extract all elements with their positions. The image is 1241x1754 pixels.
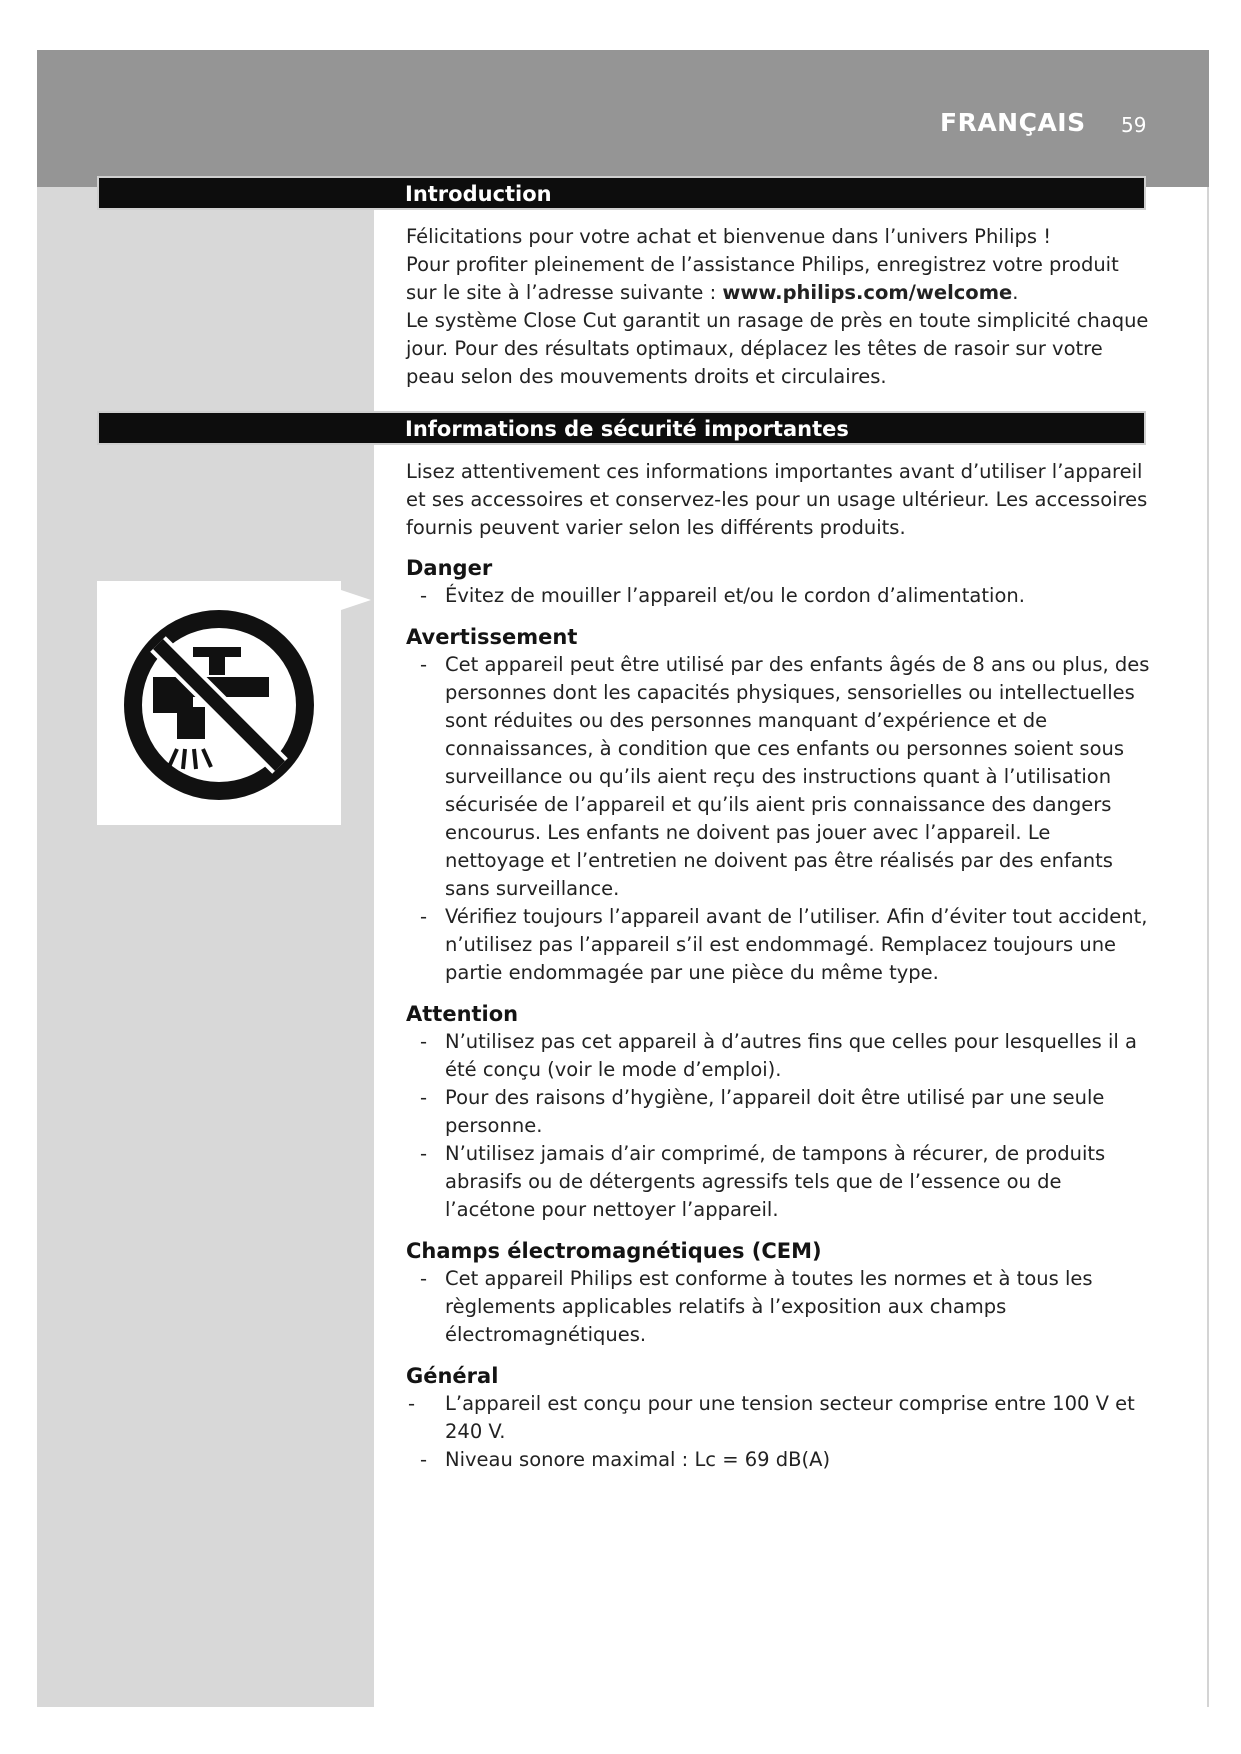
section-title: Informations de sécurité importantes (405, 417, 849, 441)
emf-list (406, 1265, 1154, 1349)
emf-heading: Champs électromagnétiques (CEM) (406, 1239, 822, 1263)
list-item: - N’utilisez jamais d’air comprimé, de tampons à récurer, de produits abrasifs ou de détergents agressifs tels que de l’essence ou de l’acétone pour nettoyer l’appareil. (406, 1140, 1154, 1224)
list-item: - Niveau sonore maximal : Lc = 69 dB(A) (406, 1446, 1154, 1474)
list-item: - Cet appareil peut être utilisé par des enfants âgés de 8 ans ou plus, des personnes dont les capacités physiques, sensorielles ou intellectuelles sont réduites ou des personnes manquant d’expérience et de connaissances, à condition que ces enfants ou personnes soient sous surveillance ou qu’ils aient reçu des instructions quant à l’utilisation sécurisée de l’appareil et qu’ils aient pris connaissance des dangers encourus. Les enfants ne doivent pas jouer avec l’appareil. Le nettoyage et l’entretien ne doivent pas être réalisés par des enfants sans surveillance. (406, 651, 1154, 903)
icon-pointer (341, 590, 371, 610)
list-item: - Vérifiez toujours l’appareil avant de l’utiliser. Afin d’éviter tout accident, n’utilisez pas l’appareil s’il est endommagé. Remplacez toujours une partie endommagée par une pièce du même type. (406, 903, 1154, 987)
section-bar-introduction (97, 176, 1146, 210)
welcome-text: Félicitations pour votre achat et bienvenue dans l’univers Philips ! (406, 225, 1052, 248)
caution-list (406, 1028, 1154, 1224)
warning-heading: Avertissement (406, 625, 578, 649)
safety-body (406, 458, 1154, 1474)
general-heading: Général (406, 1364, 499, 1388)
list-item: - Pour des raisons d’hygiène, l’appareil doit être utilisé par une seule personne. (406, 1084, 1154, 1140)
safety-icon-panel (97, 581, 341, 825)
register-text: Pour profiter pleinement de l’assistance Philips, enregistrez votre produit sur le site à l’adresse suivante : www.philips.com/welcome. (406, 253, 1119, 304)
safety-intro: Lisez attentivement ces informations importantes avant d’utiliser l’appareil et ses accessoires et conservez-les pour un usage ultérieur. Les accessoires fournis peuvent varier selon les différents produits. (406, 460, 1148, 539)
general-list (406, 1390, 1154, 1474)
section-title: Introduction (405, 182, 552, 206)
list-item: - L’appareil est conçu pour une tension secteur comprise entre 100 V et 240 V. (406, 1390, 1154, 1446)
warning-list (406, 651, 1154, 987)
system-text: Le système Close Cut garantit un rasage de près en toute simplicité chaque jour. Pour des résultats optimaux, déplacez les têtes de rasoir sur votre peau selon des mouvements droits et circulaires. (406, 309, 1149, 388)
list-item: - Cet appareil Philips est conforme à toutes les normes et à tous les règlements applicables relatifs à l’exposition aux champs électromagnétiques. (406, 1265, 1154, 1349)
list-item: - N’utilisez pas cet appareil à d’autres fins que celles pour lesquelles il a été conçu (voir le mode d’emploi). (406, 1028, 1154, 1084)
danger-heading: Danger (406, 556, 493, 580)
right-margin-rule (1207, 187, 1209, 1707)
philips-welcome-link[interactable]: www.philips.com/welcome (722, 281, 1013, 304)
language-label: FRANÇAIS (940, 108, 1086, 137)
no-water-icon (97, 581, 341, 825)
danger-list (406, 582, 1154, 610)
list-item: - Évitez de mouiller l’appareil et/ou le cordon d’alimentation. (406, 582, 1154, 610)
section-bar-safety (97, 411, 1146, 445)
caution-heading: Attention (406, 1002, 519, 1026)
introduction-body (406, 223, 1154, 391)
page-number: 59 (1121, 113, 1147, 137)
